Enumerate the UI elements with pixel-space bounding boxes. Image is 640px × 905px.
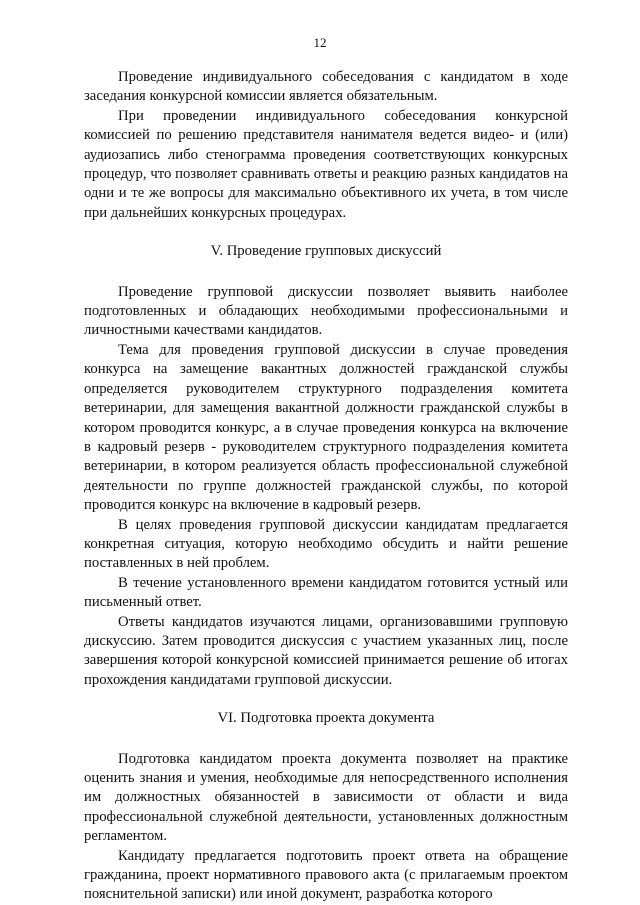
paragraph: Тема для проведения групповой дискуссии в случае проведения конкурса на замещение вакантных должностей гражданской службы определяется руководителем структурного подразделения комитета ветеринарии, для замещения вакантной должности гражданской службы в котором проводится конкурс, а в случае проведения конкурса на включение в кадровый резерв - руководителем структурного подразделения комитета ветеринарии, в котором реализуется область профессиональной служебной деятельности по группе должностей гражданской службы, по которой проводится конкурс на включение в кадровый резерв.	[84, 341, 568, 514]
paragraph: Ответы кандидатов изучаются лицами, организовавшими групповую дискуссию. Затем проводится дискуссия с участием указанных лиц, после завершения которой конкурсной комиссией принимается решение об итогах прохождения кандидатами групповой дискуссии.	[84, 613, 568, 688]
paragraph: Проведение индивидуального собеседования с кандидатом в ходе заседания конкурсной комиссии является обязательным.	[84, 69, 568, 105]
document-body	[84, 68, 568, 905]
section-heading-vi: VI. Подготовка проекта документа	[217, 710, 435, 727]
paragraph: Кандидату предлагается подготовить проект ответа на обращение гражданина, проект нормативного правового акта (с прилагаемым проектом пояснительной записки) или иной документ, разработка которого	[84, 847, 568, 903]
paragraph: Проведение групповой дискуссии позволяет выявить наиболее подготовленных и обладающих необходимыми профессиональными и личностными качествами кандидатов.	[84, 283, 568, 339]
paragraph: В течение установленного времени кандидатом готовится устный или письменный ответ.	[84, 574, 568, 611]
page-number: 12	[313, 35, 327, 50]
paragraph: Подготовка кандидатом проекта документа позволяет на практике оценить знания и умения, необходимые для непосредственного исполнения им должностных обязанностей в зависимости от области и вида профессиональной служебной деятельности, установленных должностным регламентом.	[84, 750, 568, 845]
paragraph: В целях проведения групповой дискуссии кандидатам предлагается конкретная ситуация, которую необходимо обсудить и найти решение поставленных в ней проблем.	[84, 516, 568, 572]
paragraph: При проведении индивидуального собеседования конкурсной комиссией по решению представителя нанимателя ведется видео- и (или) аудиозапись либо стенограмма проведения соответствующих конкурсных процедур, что позволяет сравнивать ответы и реакцию разных кандидатов на одни и те же вопросы для максимально объективного их учета, в том числе при дальнейших конкурсных процедурах.	[84, 107, 568, 221]
section-heading-v: V. Проведение групповых дискуссий	[210, 243, 442, 260]
